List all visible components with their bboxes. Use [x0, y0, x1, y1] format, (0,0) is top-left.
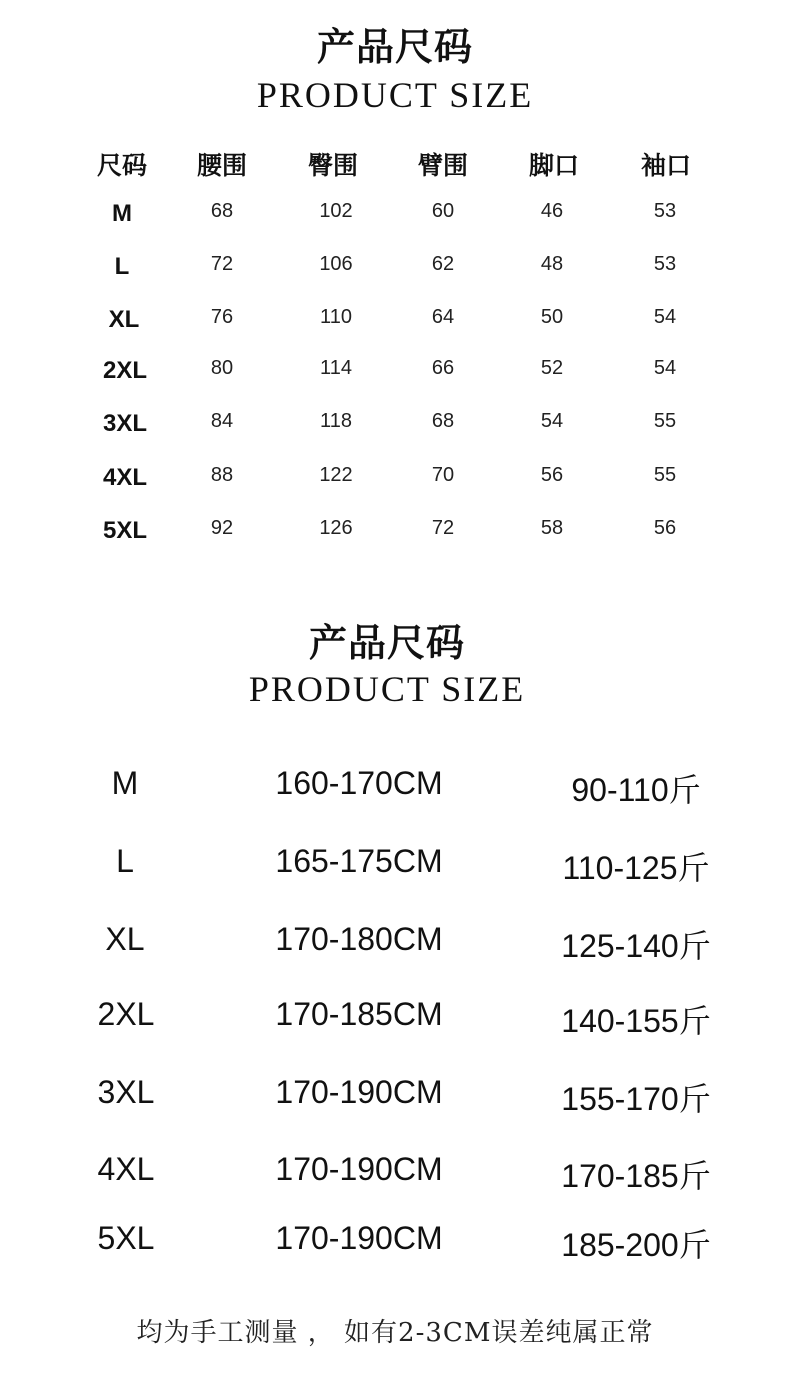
table-row: [0, 464, 790, 504]
hip-cell: 126: [319, 517, 353, 539]
size-cell: 5XL: [97, 1220, 155, 1256]
waist-cell: 76: [210, 306, 234, 328]
size-cell: 4XL: [97, 1151, 155, 1187]
weight-cell: 185-200斤: [561, 1227, 711, 1263]
table-row: [0, 1220, 790, 1264]
size-cell: 4XL: [102, 464, 148, 491]
waist-cell: 72: [210, 253, 234, 275]
cuff-cell: 53: [653, 253, 677, 275]
weight-cell: 140-155斤: [561, 1003, 711, 1039]
leg-opening-cell: 58: [540, 517, 564, 539]
height-cell: 165-175CM: [275, 843, 443, 879]
waist-cell: 68: [210, 200, 234, 222]
waist-cell: 88: [210, 464, 234, 486]
table-row: [0, 410, 790, 450]
leg-opening-cell: 54: [540, 410, 564, 432]
leg-opening-cell: 56: [540, 464, 564, 486]
size-cell: 2XL: [97, 996, 155, 1032]
header-cuff: 袖口: [640, 151, 692, 180]
cuff-cell: 55: [653, 464, 677, 486]
section2-title: 产品尺码: [308, 621, 465, 665]
leg-opening-cell: 48: [540, 253, 564, 275]
section2-subtitle: PRODUCT SIZE: [248, 669, 526, 709]
arm-cell: 62: [431, 253, 455, 275]
table-row: [0, 921, 790, 965]
height-cell: 170-190CM: [275, 1151, 443, 1187]
cuff-cell: 55: [653, 410, 677, 432]
cuff-cell: 56: [653, 517, 677, 539]
hip-cell: 106: [319, 253, 353, 275]
table-row: [0, 253, 790, 293]
size-cell: L: [114, 253, 130, 280]
table-row: [0, 306, 790, 346]
arm-cell: 70: [431, 464, 455, 486]
header-hip: 臀围: [307, 151, 359, 180]
waist-cell: 92: [210, 517, 234, 539]
arm-cell: 68: [431, 410, 455, 432]
section1-subtitle: PRODUCT SIZE: [256, 75, 534, 115]
height-cell: 160-170CM: [275, 765, 443, 801]
waist-cell: 84: [210, 410, 234, 432]
weight-cell: 170-185斤: [561, 1158, 711, 1194]
waist-cell: 80: [210, 357, 234, 379]
size-cell: 5XL: [102, 517, 148, 544]
size-cell: 2XL: [102, 357, 148, 384]
table-row: [0, 765, 790, 809]
leg-opening-cell: 52: [540, 357, 564, 379]
table-row: [0, 996, 790, 1040]
measurement-table-header: [0, 146, 790, 186]
hip-cell: 118: [320, 410, 352, 432]
section1-title: 产品尺码: [316, 25, 473, 69]
header-arm: 臂围: [417, 151, 469, 180]
arm-cell: 66: [431, 357, 455, 379]
table-row: [0, 517, 790, 557]
leg-opening-cell: 50: [540, 306, 564, 328]
header-size: 尺码: [96, 151, 148, 180]
cuff-cell: 54: [653, 357, 677, 379]
measurement-note: 均为手工测量 ， 如有2-3CM误差纯属正常: [136, 1318, 654, 1348]
table-row: [0, 200, 790, 240]
hip-cell: 114: [320, 357, 352, 379]
leg-opening-cell: 46: [540, 200, 564, 222]
size-cell: M: [111, 765, 139, 801]
height-cell: 170-190CM: [275, 1220, 443, 1256]
hip-cell: 122: [319, 464, 353, 486]
table-row: [0, 843, 790, 887]
header-leg-opening: 脚口: [528, 151, 580, 180]
size-cell: M: [112, 200, 132, 227]
size-cell: 3XL: [102, 410, 148, 437]
height-cell: 170-185CM: [275, 996, 443, 1032]
arm-cell: 64: [431, 306, 455, 328]
header-waist: 腰围: [196, 151, 248, 180]
size-cell: XL: [108, 306, 140, 333]
size-cell: XL: [105, 921, 145, 957]
height-cell: 170-180CM: [275, 921, 443, 957]
cuff-cell: 53: [653, 200, 677, 222]
weight-cell: 90-110斤: [571, 772, 701, 808]
size-cell: L: [116, 843, 134, 879]
arm-cell: 60: [431, 200, 455, 222]
weight-cell: 125-140斤: [561, 928, 711, 964]
weight-cell: 110-125斤: [562, 850, 710, 886]
table-row: [0, 1074, 790, 1118]
cuff-cell: 54: [653, 306, 677, 328]
arm-cell: 72: [431, 517, 455, 539]
weight-cell: 155-170斤: [561, 1081, 711, 1117]
size-cell: 3XL: [97, 1074, 155, 1110]
height-cell: 170-190CM: [275, 1074, 443, 1110]
table-row: [0, 1151, 790, 1195]
hip-cell: 110: [320, 306, 352, 328]
hip-cell: 102: [319, 200, 353, 222]
table-row: [0, 357, 790, 397]
